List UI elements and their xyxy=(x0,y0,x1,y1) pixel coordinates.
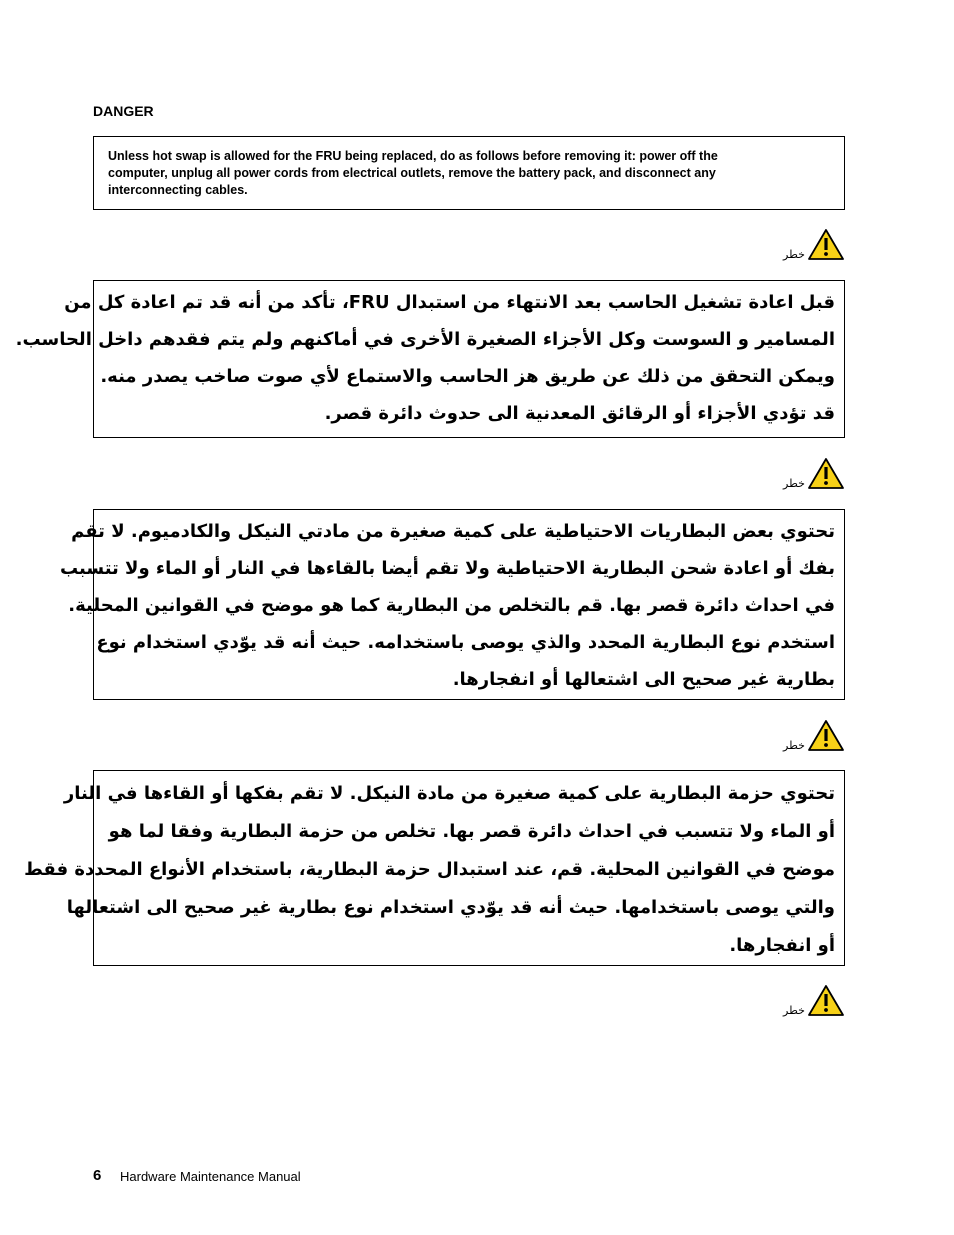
notice-line: قبل اعادة تشغيل الحاسب بعد الانتهاء من استبدال FRU، تأكد من أنه قد تم اعادة كل من xyxy=(64,292,835,313)
danger-notice-box xyxy=(93,136,845,210)
arabic-notice-box xyxy=(24,770,845,966)
notice-line: استخدم نوع البطارية المحدد والذي يوصى باستخدامه. حيث أنه قد يوّدي استخدام نوع xyxy=(96,632,835,653)
notice-line: في احداث دائرة قصر بها. قم بالتخلص من البطارية كما هو موضح في القوانين المحلية. xyxy=(68,595,835,616)
warning-label: خطر xyxy=(783,477,805,490)
notice-line: Unless hot swap is allowed for the FRU being replaced, do as follows before removing it: power off the xyxy=(108,149,718,163)
warning-marker xyxy=(780,984,844,1018)
notice-line: موضح في القوانين المحلية. قم، عند استبدال حزمة البطارية، باستخدام الأنواع المحددة فقط xyxy=(24,859,835,880)
warning-triangle-icon xyxy=(808,984,844,1017)
warning-marker xyxy=(780,457,844,491)
notice-line: بفك أو اعادة شحن البطارية الاحتياطية ولا تقم أيضا بالقاءها في النار أو الماء ولا تتسبب xyxy=(59,558,835,579)
warning-triangle-icon xyxy=(808,228,844,261)
notice-line: بطارية غير صحيح الى اشتعالها أو انفجارها. xyxy=(452,669,835,690)
notice-line: المسامير و السوست وكل الأجزاء الصغيرة الأخرى في أماكنهم ولم يتم فقدهم داخل الحاسب. xyxy=(15,329,835,350)
warning-label: خطر xyxy=(783,248,805,261)
arabic-notice-box xyxy=(15,280,845,438)
notice-line: computer, unplug all power cords from electrical outlets, remove the battery pack, and disconnect any xyxy=(108,166,716,180)
notice-line: والتي يوصى باستخدامها. حيث أنه قد يوّدي استخدام نوع بطارية غير صحيح الى اشتعالها xyxy=(66,897,835,918)
notice-line: تحتوي حزمة البطارية على كمية صغيرة من مادة النيكل. لا تقم بفكها أو القاءها في النار xyxy=(63,783,835,804)
manual-title: Hardware Maintenance Manual xyxy=(120,1169,301,1184)
warning-label: خطر xyxy=(783,1004,805,1017)
warning-triangle-icon xyxy=(808,457,844,490)
notice-line: أو الماء ولا تتسبب في احداث دائرة قصر بها. تخلص من حزمة البطارية وفقا لما هو xyxy=(108,821,835,842)
notice-line: أو انفجارها. xyxy=(729,935,835,956)
notice-line: تحتوي بعض البطاريات الاحتياطية على كمية صغيرة من مادتي النيكل والكادميوم. لا تقم xyxy=(71,521,835,542)
warning-marker xyxy=(780,719,844,753)
arabic-notice-box xyxy=(59,509,845,700)
warning-marker xyxy=(780,228,844,262)
warning-triangle-icon xyxy=(808,719,844,752)
notice-line: ويمكن التحقق من ذلك عن طريق هز الحاسب والاستماع لأي صوت صاخب يصدر منه. xyxy=(100,366,835,387)
notice-line: interconnecting cables. xyxy=(108,183,248,197)
warning-label: خطر xyxy=(783,739,805,752)
notice-line: قد تؤدي الأجزاء أو الرقائق المعدنية الى حدوث دائرة قصر. xyxy=(324,403,835,424)
danger-heading: DANGER xyxy=(93,103,154,119)
page-number: 6 xyxy=(93,1167,102,1184)
